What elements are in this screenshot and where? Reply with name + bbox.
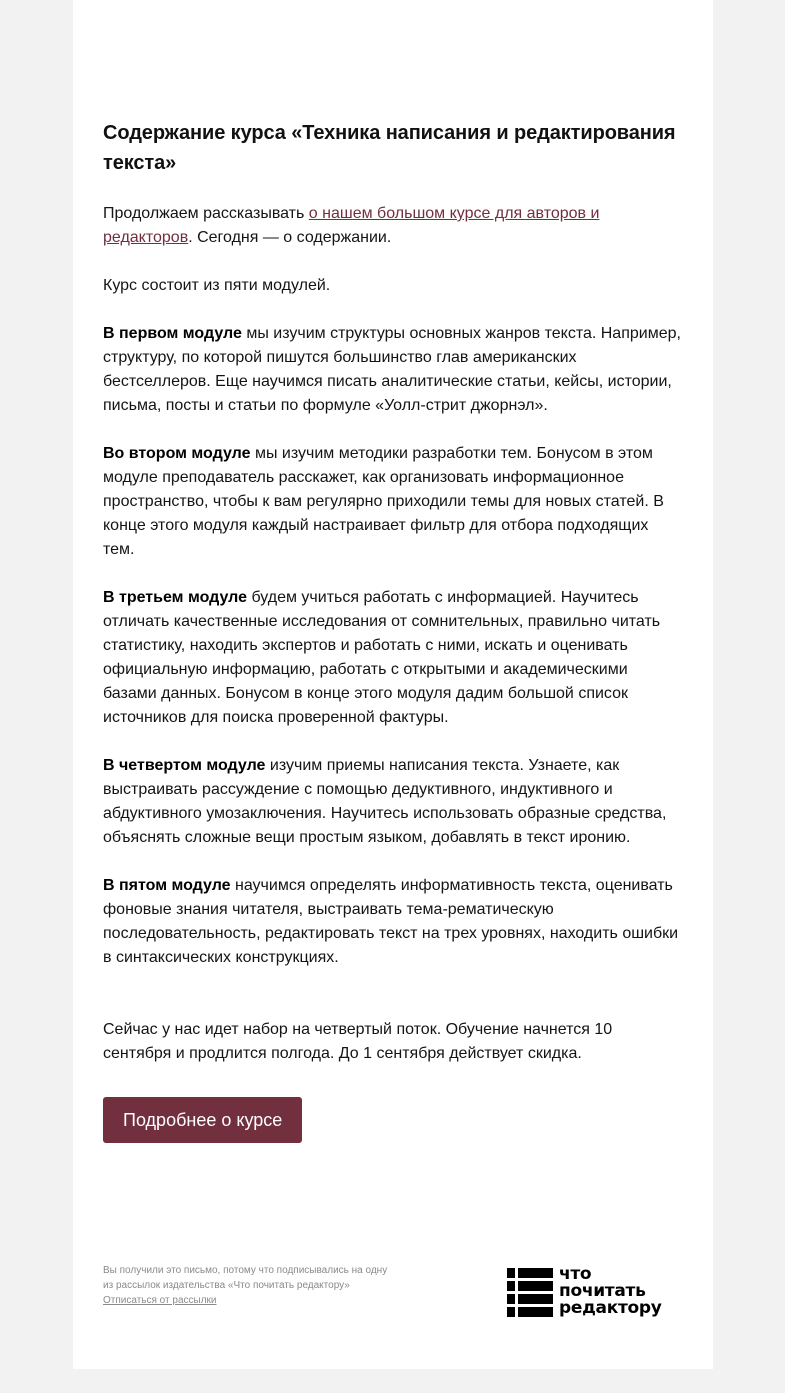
course-link[interactable]: о нашем большом курсе для авторов и редакторов: [103, 205, 600, 246]
intro-paragraph: [103, 202, 683, 250]
module-1-text: мы изучим структуры основных жанров текста. Например, структуру, по которой пишутся большинство глав американских бестселлеров. Еще научимся писать аналитические статьи, кейсы, истории, письма, посты и статьи по формуле «Уолл-стрит джорнэл».: [103, 325, 681, 414]
intro-text-before: Продолжаем рассказывать: [103, 205, 309, 222]
module-1-label: В первом модуле: [103, 325, 242, 342]
module-4-paragraph: [103, 754, 683, 850]
enrollment-paragraph: Сейчас у нас идет набор на четвертый поток. Обучение начнется 10 сентября и продлится полгода. До 1 сентября действует скидка.: [103, 1021, 613, 1062]
intro-text-after: . Сегодня — о содержании.: [188, 229, 392, 246]
modules-count-paragraph: Курс состоит из пяти модулей.: [103, 277, 331, 294]
module-5-text: научимся определять информативность текста, оценивать фоновые знания читателя, выстраивать тема-рематическую последовательность, редактировать текст на трех уровнях, находить ошибки в синтаксических конструкциях.: [103, 877, 679, 966]
module-2-paragraph: [103, 442, 683, 562]
subscription-notice: Вы получили это письмо, потому что подписывались на одну из рассылок издательства «Что почитать редактору»: [103, 1265, 388, 1291]
module-3-text: будем учиться работать с информацией. Научитесь отличать качественные исследования от сомнительных, правильно читать статистику, находить экспертов и работать с ними, искать и оценивать официальную информацию, работать с открытыми и академическими базами данных. Бонусом в конце этого модуля дадим большой список источников для поиска проверенной фактуры.: [103, 589, 661, 726]
course-details-button[interactable]: Подробнее о курсе: [103, 1097, 302, 1143]
publisher-logo[interactable]: [507, 1266, 687, 1320]
module-4-text: изучим приемы написания текста. Узнаете, как выстраивать рассуждение с помощью дедуктивного, индуктивного и абдуктивного умозаключения. Научитесь использовать образные средства, объяснять сложные вещи простым языком, добавлять в текст иронию.: [103, 757, 667, 846]
logo-line-3: редактору: [559, 1298, 662, 1318]
module-4-label: В четвертом модуле: [103, 757, 266, 774]
footer-notice: [103, 1263, 393, 1308]
logo-line-2: почитать: [559, 1281, 646, 1301]
email-content: [103, 118, 683, 1143]
article-title: Содержание курса «Техника написания и редактирования текста»: [103, 122, 676, 174]
logo-wordmark: [559, 1266, 662, 1317]
module-3-label: В третьем модуле: [103, 589, 248, 606]
module-2-text: мы изучим методики разработки тем. Бонусом в этом модуле преподаватель расскажет, как организовать информационное пространство, чтобы к вам регулярно приходили темы для новых статей. В конце этого модуля каждый настраивает фильтр для отбора подходящих тем.: [103, 445, 664, 558]
module-1-paragraph: [103, 322, 683, 418]
email-card: [73, 0, 713, 1369]
logo-line-1: что: [559, 1264, 592, 1284]
module-2-label: Во втором модуле: [103, 445, 251, 462]
unsubscribe-link[interactable]: Отписаться от рассылки: [103, 1295, 217, 1306]
module-5-paragraph: [103, 874, 683, 970]
stacked-bars-icon: [507, 1268, 553, 1318]
module-3-paragraph: [103, 586, 683, 730]
module-5-label: В пятом модуле: [103, 877, 231, 894]
